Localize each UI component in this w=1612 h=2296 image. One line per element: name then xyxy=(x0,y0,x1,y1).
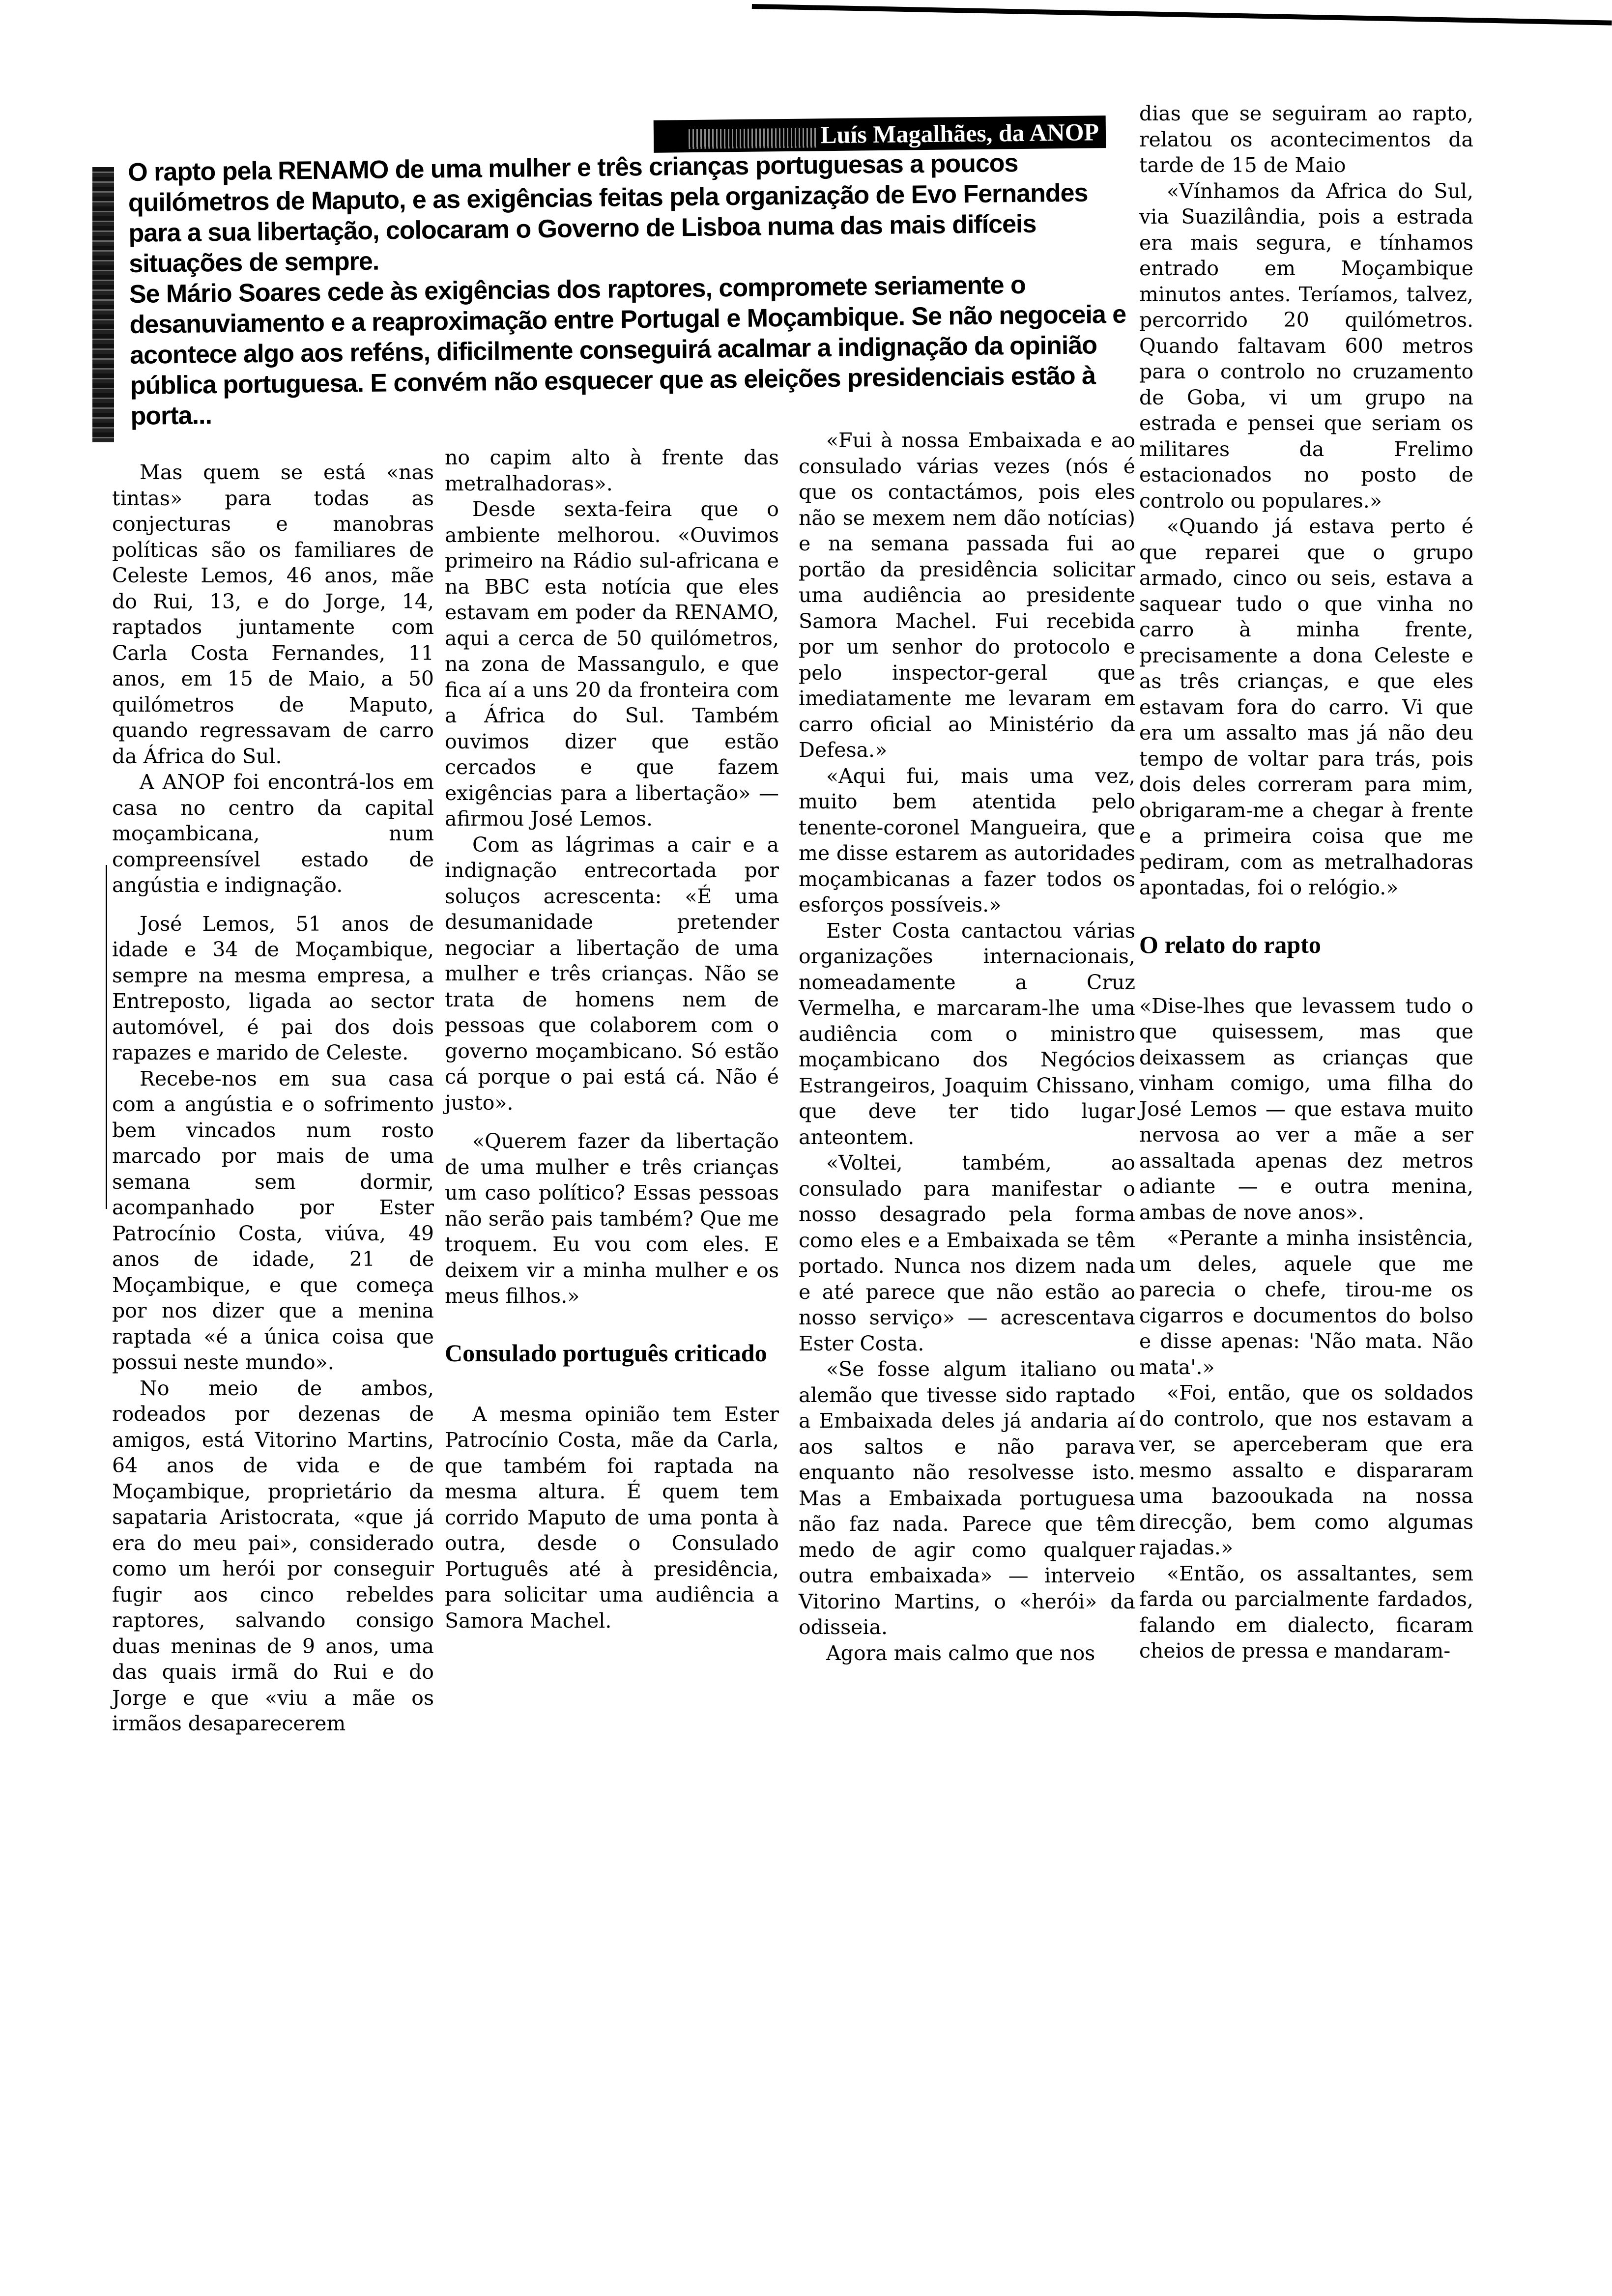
column-3 xyxy=(799,428,1135,1666)
col4-paragraph: «Quando já estava perto é que reparei que o grupo armado, cinco ou seis, estava a saquear tudo o que vinha no carro à minha frente, precisamente a dona Celeste e as três crianças, e que eles estavam fora do carro. Vi que era um assalto mas já não deu tempo de voltar para trás, pois dois deles correram para mim, obrigaram-me a chegar à frente e a primeira coisa que me pediram, com as metralhadoras apontadas, foi o relógio.» xyxy=(1139,515,1473,899)
col4-paragraph: «Perante a minha insistência, um deles, aquele que me parecia o chefe, tirou-me os cigarros e documentos do bolso e disse apenas: 'Não mata. Não mata'.» xyxy=(1139,1226,1473,1379)
col1-paragraph: No meio de ambos, rodeados por dezenas de amigos, está Vitorino Martins, 64 anos de vida e de Moçambique, proprietário da sapataria Aristocrata, «que já era do meu pai», considerado como um herói por conseguir fugir aos cinco rebeldes raptores, salvando consigo duas meninas de 9 anos, uma das quais irmã do Rui e do Jorge e que «viu a mãe os irmãos desaparecerem xyxy=(112,1376,434,1735)
byline-text: Luís Magalhães, da ANOP xyxy=(820,118,1099,149)
col3-paragraph: «Aqui fui, mais uma vez, muito bem atentida pelo tenente-coronel Mangueira, que me disse estarem as autoridades moçambicanas a fazer todos os esforços possíveis.» xyxy=(799,764,1135,917)
subheading-consulado: Consulado português criticado xyxy=(445,1339,767,1367)
col1-paragraph: A ANOP foi encontrá-los em casa no centro da capital moçambicana, num compreensível estado de angústia e indignação. xyxy=(112,770,434,897)
col2-paragraph: «Querem fazer da libertação de uma mulher e três crianças um caso político? Essas pessoas não serão pais também? Que me troquem. Eu vou com eles. E deixem vir a minha mulher e os meus filhos.» xyxy=(445,1129,779,1308)
lead-decorative-bar xyxy=(92,167,114,442)
col3-paragraph: «Fui à nossa Embaixada e ao consulado várias vezes (nós é que os contactámos, pois eles não se mexem nem dão notícias) e na semana passada fui ao portão da presidência solicitar uma audiência ao presidente Samora Machel. Fui recebida por um senhor do protocolo e pelo inspector-geral que imediatamente me levaram em carro oficial ao Ministério da Defesa.» xyxy=(799,429,1135,762)
lead-paragraph xyxy=(128,147,1138,431)
column-2 xyxy=(445,445,779,1634)
col1-paragraph: Recebe-nos em sua casa com a angústia e o sofrimento bem vincados num rosto marcado por mais de uma semana sem dormir, acompanhado por Ester Patrocínio Costa, viúva, 49 anos de idade, 21 de Moçambique, e que começa por nos dizer que a menina raptada «é a única coisa que possui neste mundo». xyxy=(112,1066,434,1374)
col3-paragraph: «Voltei, também, ao consulado para manifestar o nosso desagrado pela forma como eles e a Embaixada se têm portado. Nunca nos dizem nada e até parece que não estão ao nosso serviço» — acrescentava Ester Costa. xyxy=(799,1151,1135,1355)
col1-paragraph: Mas quem se está «nas tintas» para todas as conjecturas e manobras políticas são os familiares de Celeste Lemos, 46 anos, mãe do Rui, 13, e do Jorge, 14, raptados juntamente com Carla Costa Fernandes, 11 anos, em 15 de Maio, a 50 quilómetros de Maputo, quando regressavam de carro da África do Sul. xyxy=(112,460,434,768)
col4-paragraph: «Vínhamos da Africa do Sul, via Suazilândia, pois a estrada era mais segura, e tínhamos entrado em Moçambique minutos antes. Teríamos, talvez, percorrido 20 quilómetros. Quando faltavam 600 metros para o controlo no cruzamento de Goba, vi um grupo na estrada e pensei que seriam os militares da Frelimo estacionados no posto de controlo ou populares.» xyxy=(1139,179,1473,513)
col2-paragraph: A mesma opinião tem Ester Patrocínio Costa, mãe da Carla, que também foi raptada na mesma altura. É quem tem corrido Maputo de uma ponta à outra, desde o Consulado Português até à presidência, para solicitar uma audiência a Samora Machel. xyxy=(445,1402,779,1633)
col3-paragraph: «Se fosse algum italiano ou alemão que tivesse sido raptado a Embaixada deles já andaria aí aos saltos e não parava enquanto não resolvesse isto. Mas a Embaixada portuguesa não faz nada. Parece que têm medo de agir como qualquer outra embaixada» — interveio Vitorino Martins, o «herói» da odisseia. xyxy=(799,1357,1135,1639)
col4-paragraph: «Dise-lhes que levassem tudo o que quisessem, mas que deixassem as crianças que vinham comigo, uma filha do José Lemos — que estava muito nervosa ao ver a mãe a ser assaltada apenas dez metros adiante — e outra menina, ambas de nove anos». xyxy=(1139,994,1473,1224)
top-border-rule xyxy=(752,4,1612,26)
col2-paragraph: Desde sexta-feira que o ambiente melhorou. «Ouvimos primeiro na Rádio sul-africana e na BBC esta notícia que eles estavam em poder da RENAMO, aqui a cerca de 50 quilómetros, na zona de Massangulo, e que fica aí a uns 20 da fronteira com a África do Sul. Também ouvimos dizer que estão cercados e que fazem exigências para a libertação» — afirmou José Lemos. xyxy=(445,497,779,831)
byline-banner xyxy=(654,115,1106,153)
col4-paragraph: «Então, os assaltantes, sem farda ou parcialmente fardados, falando em dialecto, ficaram cheios de pressa e mandaram- xyxy=(1139,1561,1473,1663)
lead-text-1: O rapto pela RENAMO de uma mulher e três crianças portuguesas a poucos quilómetros de Maputo, e as exigências feitas pela organização de Evo Fernandes para a sua libertação, colocaram o Governo de Lisboa numa das mais difíceis situações de sempre. xyxy=(128,149,1088,278)
col2-paragraph: no capim alto à frente das metralhadoras». xyxy=(445,446,779,495)
lead-text-2: Se Mário Soares cede às exigências dos raptores, compromete seriamente o desanuviamento e a reaproximação entre Portugal e Moçambique. Se não negoceia e acontece algo aos reféns, dificilmente conseguirá acalmar a indignação da opinião pública portuguesa. E convém não esquecer que as eleições presidenciais estão à porta... xyxy=(129,270,1126,430)
col1-paragraph: José Lemos, 51 anos de idade e 34 de Moçambique, sempre na mesma empresa, a Entreposto, ligada ao sector automóvel, é pai dos dois rapazes e marido de Celeste. xyxy=(112,912,434,1064)
col4-paragraph: «Foi, então, que os soldados do controlo, que nos estavam a ver, se aperceberam que era mesmo assalto e dispararam uma bazooukada na nossa direcção, bem como algumas rajadas.» xyxy=(1139,1381,1473,1559)
col3-paragraph: Ester Costa cantactou várias organizações internacionais, nomeadamente a Cruz Vermelha, e marcaram-lhe uma audiência com o ministro moçambicano dos Negócios Estrangeiros, Joaquim Chissano, que deve ter tido lugar anteontem. xyxy=(799,918,1135,1149)
col3-paragraph: Agora mais calmo que nos xyxy=(826,1641,1095,1665)
column-4 xyxy=(1139,101,1473,1664)
subheading-relato: O relato do rapto xyxy=(1139,930,1321,958)
col2-paragraph: Com as lágrimas a cair e a indignação entrecortada por soluços acrescenta: «É uma desumanidade pretender negociar a libertação de uma mulher e três crianças. Não se trata de homens nem de pessoas que colaborem com o governo moçambicano. Só estão cá porque o pai está cá. Não é justo». xyxy=(445,832,779,1115)
col4-paragraph: dias que se seguiram ao rapto, relatou os acontecimentos da tarde de 15 de Maio xyxy=(1139,102,1473,177)
byline-texture xyxy=(689,128,816,149)
column-1 xyxy=(112,459,434,1737)
column-rule-left xyxy=(106,865,107,1209)
